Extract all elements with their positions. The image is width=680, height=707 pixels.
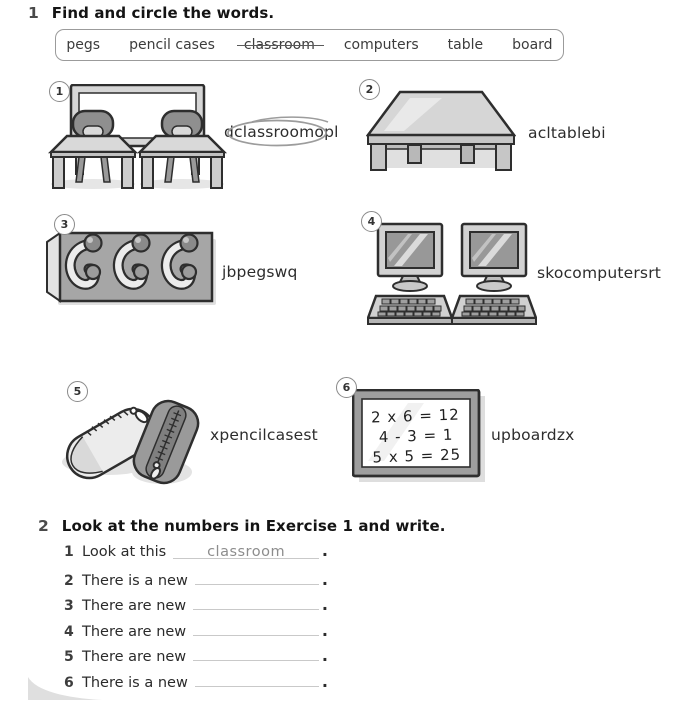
exercise1-number: 1	[28, 4, 39, 22]
line-number: 4	[64, 624, 74, 640]
item5-number-badge: 5	[67, 381, 88, 402]
table-illustration	[366, 88, 516, 172]
line-number: 3	[64, 598, 74, 614]
computer	[368, 224, 452, 324]
answer-line-4[interactable]	[193, 618, 319, 636]
answer-line-2[interactable]	[195, 567, 319, 585]
board-equation-3: 5 x 5 = 25	[372, 445, 462, 467]
board-equation-2: 4 - 3 = 1	[378, 425, 454, 447]
exercise2-number: 2	[38, 517, 49, 535]
line-number: 2	[64, 573, 74, 589]
circled-answer-classroom[interactable]	[234, 123, 314, 141]
circled-word-text: classroom	[234, 123, 315, 141]
scrambled-word-classroom[interactable]	[224, 123, 339, 141]
exercise1-title: Find and circle the words.	[51, 4, 275, 22]
line-text: There are new	[82, 598, 187, 614]
word-bank-pegs[interactable]: pegs	[66, 37, 101, 53]
item4-number-badge: 4	[361, 211, 382, 232]
board-equations	[371, 405, 462, 466]
line-period: .	[321, 646, 328, 665]
line-text: Look at this	[82, 544, 167, 560]
word-bank-board[interactable]: board	[512, 37, 553, 53]
pegs-illustration	[45, 228, 220, 308]
ex2-line-5	[64, 643, 328, 665]
line-text: There are new	[82, 624, 187, 640]
item1-number-badge: 1	[49, 81, 70, 102]
exercise1-header	[28, 4, 274, 22]
line-number: 1	[64, 544, 74, 560]
word-prefix: d	[224, 123, 235, 141]
word-bank	[55, 29, 564, 61]
answer-line-6[interactable]	[195, 669, 319, 687]
scrambled-word-pencil-cases[interactable]: xpencilcasest	[210, 426, 318, 444]
item3-number-badge: 3	[54, 214, 75, 235]
scrambled-word-board[interactable]: upboardzx	[491, 426, 575, 444]
word-bank-classroom-struck[interactable]: classroom	[243, 37, 315, 53]
word-bank-table[interactable]: table	[447, 37, 484, 53]
line-text: There is a new	[82, 675, 188, 691]
line-number: 6	[64, 675, 74, 691]
line-period: .	[321, 621, 328, 640]
scrambled-word-computers[interactable]: skocomputersrt	[537, 264, 662, 282]
classroom-illustration	[45, 84, 230, 190]
board-illustration	[352, 389, 487, 484]
word-bank-computers[interactable]: computers	[343, 37, 419, 53]
item2-number-badge: 2	[359, 79, 380, 100]
item6-number-badge: 6	[336, 377, 357, 398]
ex2-line-4	[64, 618, 328, 640]
line-text: There are new	[82, 649, 187, 665]
exercise2-title: Look at the numbers in Exercise 1 and write.	[61, 517, 446, 535]
exercise2-header	[38, 517, 446, 535]
board-equation-1: 2 x 6 = 12	[370, 405, 461, 427]
scrambled-word-pegs[interactable]: jbpegswq	[222, 263, 298, 281]
computer	[452, 224, 536, 324]
answer-line-1[interactable]	[173, 541, 319, 559]
scrambled-word-table[interactable]: acltablebi	[528, 124, 606, 142]
line-number: 5	[64, 649, 74, 665]
line-period: .	[321, 595, 328, 614]
ex2-line-6	[64, 669, 328, 691]
line-period: .	[321, 672, 328, 691]
page-curl-decoration	[28, 677, 102, 701]
line-period: .	[321, 570, 328, 589]
ex2-line-3	[64, 592, 328, 614]
answer-line-5[interactable]	[193, 643, 319, 661]
ex2-line-1	[64, 541, 328, 560]
line-period: .	[321, 541, 328, 560]
line-text: There is a new	[82, 573, 188, 589]
written-answer: classroom	[207, 544, 286, 560]
word-bank-pencil-cases[interactable]: pencil cases	[129, 37, 215, 53]
ex2-line-2	[64, 567, 328, 589]
answer-line-3[interactable]	[193, 592, 319, 610]
word-suffix: opl	[314, 123, 339, 141]
computers-illustration	[367, 222, 537, 328]
